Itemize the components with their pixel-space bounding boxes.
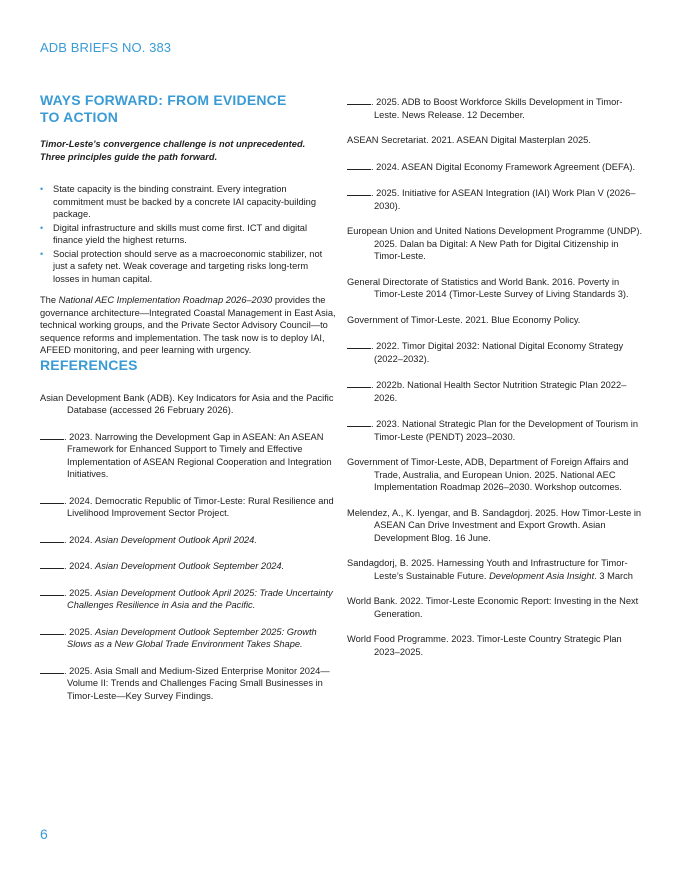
reference-entry: [347, 507, 645, 545]
repeat-author-rule: [347, 95, 371, 105]
reference-title: Development Asia Insight: [489, 570, 595, 581]
reference-title: Asian Development Outlook September 2024.: [95, 561, 285, 571]
brief-series-title: ADB BRIEFS NO. 383: [40, 40, 172, 55]
reference-entry: [347, 417, 645, 443]
reference-entry: [40, 392, 336, 417]
reference-text: Melendez, A., K. Iyengar, and B. Sandagdorj. 2025. How Timor-Leste in ASEAN Can Drive Investment and Export Growth. Asian Development Blog. 16 June.: [347, 507, 642, 543]
principles-list: [40, 183, 336, 285]
reference-text: Government of Timor-Leste, ADB, Department of Foreign Affairs and Trade, Australia, and European Union. 2025. National AEC Implementation Roadmap 2026–2030. Workshop outcomes.: [347, 457, 629, 492]
reference-title: Asian Development Outlook April 2024.: [95, 534, 257, 545]
reference-text: . 2022. Timor Digital 2032: National Digital Economy Strategy (2022–2032).: [371, 341, 624, 364]
reference-entry: [347, 595, 645, 620]
reference-entry: [347, 186, 645, 212]
reference-entry: [347, 160, 645, 174]
ways-forward-heading-line2: TO ACTION: [40, 109, 119, 125]
reference-text: European Union and United Nations Development Programme (UNDP). 2025. Dalan ba Digital: A New Path for Digital Citizenship in Timor-Leste.: [347, 226, 643, 261]
repeat-author-rule: [40, 533, 64, 543]
lede-line1: Timor-Leste’s convergence challenge is not unprecedented.: [40, 139, 306, 149]
reference-entry: [347, 314, 645, 327]
repeat-author-rule: [347, 160, 371, 170]
reference-entry: [347, 557, 645, 582]
repeat-author-rule: [347, 339, 371, 349]
repeat-author-rule: [40, 494, 64, 504]
lede-line2: Three principles guide the path forward.: [40, 151, 218, 162]
reference-entry: [347, 378, 645, 404]
reference-text: . 2024.: [64, 534, 96, 545]
ways-forward-heading: [40, 92, 336, 126]
principle-text: State capacity is the binding constraint. Every integration commitment must be backed by a concrete IAI capacity-building package.: [53, 184, 317, 219]
roadmap-paragraph-rest: provides the governance architecture—Integrated Coastal Management in East Asia, technical working groups, and the Private Sector Advisory Council—to sequence reforms and implementation. The task now is to deploy IAI, AFEED monitoring, and peer learning with urgency.: [40, 295, 336, 355]
reference-text: Asian Development Bank (ADB). Key Indicators for Asia and the Pacific Database (accessed 26 February 2026).: [40, 392, 334, 415]
references-list-left: [40, 392, 336, 703]
repeat-author-rule: [40, 430, 64, 440]
roadmap-title: National AEC Implementation Roadmap 2026–2030: [58, 295, 273, 305]
roadmap-paragraph: [40, 294, 336, 357]
principle-text: Social protection should serve as a macroeconomic stabilizer, not just a safety net. Weak coverage and targeting risks long-term losses in human capital.: [53, 248, 323, 284]
repeat-author-rule: [347, 186, 371, 196]
reference-text: . 2023. Narrowing the Development Gap in ASEAN: An ASEAN Framework for Enhanced Support to Timely and Effective Implementation of ASEAN Regional Cooperation and Integration Initiatives.: [64, 431, 332, 479]
references-heading: REFERENCES: [40, 356, 138, 373]
reference-entry: [40, 625, 336, 651]
reference-entry: [347, 456, 645, 494]
reference-entry: [347, 134, 645, 147]
reference-text: . 2022b. National Health Sector Nutrition Strategic Plan 2022–2026.: [371, 380, 627, 403]
reference-text: Government of Timor-Leste. 2021. Blue Economy Policy.: [347, 314, 581, 325]
reference-text: . 2025. Asia Small and Medium-Sized Enterprise Monitor 2024—Volume II: Trends and Challenges Facing Small Businesses in Timor-Leste—Key Survey Findings.: [64, 665, 330, 701]
reference-text: World Food Programme. 2023. Timor-Leste Country Strategic Plan 2023–2025.: [347, 634, 622, 657]
reference-entry: [40, 430, 336, 481]
reference-text: General Directorate of Statistics and World Bank. 2016. Poverty in Timor-Leste 2014 (Timor-Leste Survey of Living Standards 3).: [347, 276, 629, 299]
ways-forward-heading-line1: WAYS FORWARD: FROM EVIDENCE: [40, 92, 287, 108]
reference-text: . 2025.: [64, 587, 96, 598]
reference-entry: [40, 494, 336, 520]
principle-item: [40, 222, 336, 247]
reference-entry: [40, 559, 336, 573]
repeat-author-rule: [40, 625, 64, 635]
repeat-author-rule: [40, 586, 64, 596]
reference-text: . 2024. Democratic Republic of Timor-Leste: Rural Resilience and Livelihood Improvement Sector Project.: [64, 495, 334, 518]
reference-text: . 2025. Initiative for ASEAN Integration (IAI) Work Plan V (2026–2030).: [371, 188, 636, 211]
roadmap-paragraph-prefix: The: [40, 295, 59, 305]
bullet-icon: •: [40, 222, 44, 233]
left-column: [40, 92, 336, 702]
reference-entry: [347, 95, 645, 121]
reference-title: Asian Development Outlook September 2025: Growth Slows as a New Global Trade Environment Takes Shape.: [67, 626, 317, 649]
reference-text-after: . 3 March: [594, 570, 633, 581]
bullet-icon: •: [40, 184, 44, 194]
ways-forward-lede: [40, 138, 336, 163]
reference-text: . 2023. National Strategic Plan for the Development of Tourism in Timor-Leste (PENDT) 2023–2030.: [371, 419, 638, 442]
reference-entry: [40, 664, 336, 703]
repeat-author-rule: [40, 664, 64, 674]
bullet-icon: •: [40, 248, 44, 259]
reference-text: ASEAN Secretariat. 2021. ASEAN Digital Masterplan 2025.: [347, 135, 591, 145]
reference-text: Sandagdorj, B. 2025. Harnessing Youth and Infrastructure for Timor-Leste’s Sustainable Future.: [347, 558, 628, 581]
reference-text: World Bank. 2022. Timor-Leste Economic Report: Investing in the Next Generation.: [347, 596, 639, 619]
reference-entry: [347, 633, 645, 658]
reference-text: . 2024.: [64, 561, 96, 571]
reference-entry: [40, 533, 336, 547]
repeat-author-rule: [347, 417, 371, 427]
reference-entry: [347, 276, 645, 301]
page-number: 6: [40, 826, 48, 842]
repeat-author-rule: [347, 378, 371, 388]
reference-text: . 2025. ADB to Boost Workforce Skills Development in Timor-Leste. News Release. 12 December.: [371, 97, 623, 120]
repeat-author-rule: [40, 559, 64, 569]
reference-text: . 2025.: [64, 626, 96, 637]
reference-entry: [40, 586, 336, 612]
reference-text: . 2024. ASEAN Digital Economy Framework Agreement (DEFA).: [371, 161, 636, 172]
principle-item: [40, 183, 336, 221]
reference-entry: [347, 339, 645, 365]
reference-title: Asian Development Outlook April 2025: Trade Uncertainty Challenges Resilience in Asia and the Pacific.: [67, 587, 333, 610]
principle-text: Digital infrastructure and skills must come first. ICT and digital finance yield the highest returns.: [53, 222, 308, 245]
principle-item: [40, 248, 336, 286]
right-column: [347, 95, 645, 658]
reference-entry: [347, 225, 645, 263]
